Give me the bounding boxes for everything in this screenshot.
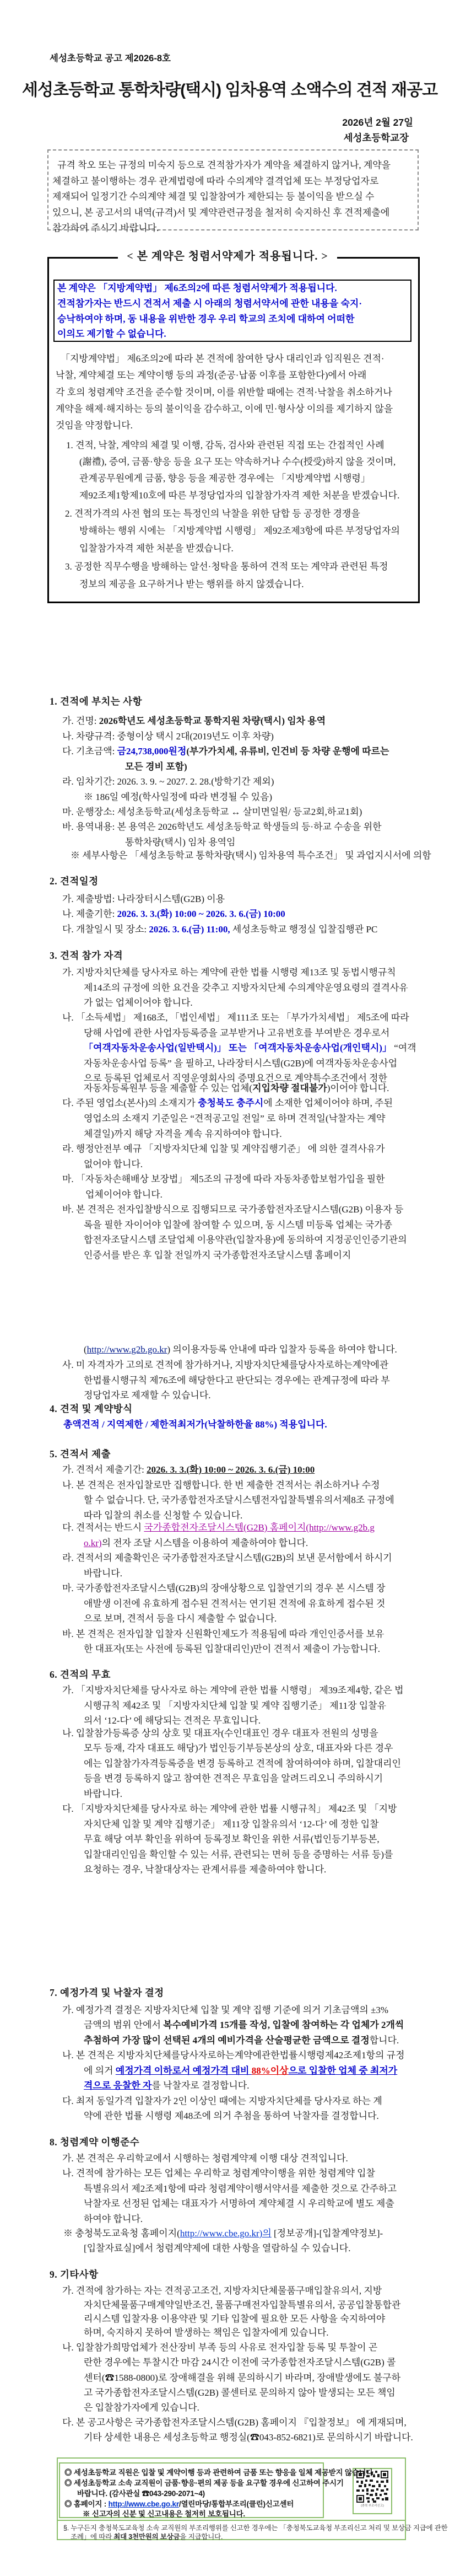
text-segment: 할 수 없습니다. 단, 국가종합전자조달시스템전자입찰특별유의서제8조 규정에 xyxy=(84,1495,394,1505)
text-segment: 자치단체물품구매계약일반조건, 물품구매전자입찰특별유의서, 공공입찰통합관 xyxy=(84,2300,401,2310)
text-segment: ) 의이용자등록 안내에 따라 입찰자 등록을 하여야 합니다. xyxy=(167,1344,397,1355)
doc-line xyxy=(62,2049,405,2061)
doc-line xyxy=(84,2242,350,2254)
doc-line xyxy=(84,1249,351,1261)
text-segment: 견적참가자는 반드시 견적서 제출 시 아래의 청렴서약서에 관한 내용을 숙지· xyxy=(57,298,362,309)
doc-line xyxy=(62,1012,409,1023)
doc-line xyxy=(84,2432,413,2443)
text-segment: ◎ 홈페이지 : xyxy=(64,2500,109,2508)
text-segment: 총액견적 / 지역제한 / 제한적최저가(낙찰하한율 88%) 적용입니다. xyxy=(63,1419,327,1430)
text-segment: 이의도 제기할 수 없습니다. xyxy=(57,329,166,339)
doc-line xyxy=(84,1715,261,1726)
text-segment: 입찰대리인임을 확인할 수 있는 서류, 관련되는 면허 등을 증명하는 서류 등)를 xyxy=(84,1849,393,1860)
doc-line xyxy=(84,1598,385,1609)
link[interactable]: 국가종합전자조달시스템(G2B) 홈페이지(http://www.g2b.g xyxy=(144,1522,375,1533)
text-segment: 의서 ‘12-다’ 에 해당되는 견적은 무효입니다. xyxy=(84,1715,261,1726)
doc-line xyxy=(84,1773,383,1784)
text-segment: 기타 상세한 내용은 세성초등학교 행정실(☎043-852-6821)로 문의하시기 바랍니다. xyxy=(84,2432,413,2443)
text-segment: 세성초등학교 행정실 입찰집행관 PC xyxy=(230,924,378,935)
doc-line xyxy=(62,1684,404,1696)
doc-line xyxy=(84,2035,399,2046)
text-segment: 다. 주된 영업소(본사)의 소재지가 xyxy=(62,1098,198,1108)
text-segment: 라. 임차기간: 2026. 3. 9. ~ 2027. 2. 28.(방학기간 제외) xyxy=(62,776,274,787)
text-segment: 으로 등록된 업체로서 직영운영회사의 증명요건으로 계약특수조건에서 정한 xyxy=(84,1073,388,1083)
doc-line xyxy=(50,2269,99,2281)
text-segment: 나. 차량규격: 중형이상 택시 2대(2019년도 이후 차량) xyxy=(62,731,274,742)
text-segment: 따라 입찰의 취소를 신청할 수 있습니다. xyxy=(84,1510,243,1521)
doc-line xyxy=(84,2110,379,2122)
doc-line xyxy=(65,508,360,519)
doc-line xyxy=(84,2357,396,2368)
doc-line xyxy=(84,1510,242,1521)
text-segment: 바. 본 견적은 전자입찰방식으로 집행되므로 국가종합전자조달시스템(G2B) 이용자 등 xyxy=(62,1204,404,1215)
doc-line xyxy=(65,561,388,572)
text-segment: 고 국가종합전자조달시스템(G2B) 콜센터로 문의하지 않아 발생되는 모든 책임 xyxy=(84,2387,396,2398)
doc-line xyxy=(84,1864,326,1875)
doc-line xyxy=(62,2004,388,2016)
link[interactable]: http://www.g2b.go.kr xyxy=(86,1344,167,1355)
doc-line xyxy=(84,1818,379,1830)
text-segment: 나. 「소득세법」 제168조, 「법인세법」 제111조 또는 「부가가치세법」 제5조에 따라 xyxy=(62,1012,409,1023)
text-segment: 인증서를 받은 후 입찰 전일까지 국가종합전자조달시스템 홈페이지 xyxy=(84,1250,351,1260)
text-segment: 합니다. xyxy=(369,2035,399,2046)
doc-line xyxy=(52,191,374,202)
text-segment: 에는 입찰참가자격등록증을 변경 등록하고 견적에 참여하여야 하며, 입찰대리인 xyxy=(84,1758,401,1769)
doc-line xyxy=(62,806,362,818)
doc-line xyxy=(84,1128,282,1140)
text-segment: 「지방계약법」 제6조의2에 따라 본 견적에 참여한 당사 대리인과 임직원은 견적· xyxy=(61,353,384,364)
text-segment: 최대 3천만원의 보상금 xyxy=(113,2533,180,2541)
doc-line xyxy=(84,2080,249,2091)
text-segment: (부가가치세, 유류비, 인건비 등 차량 운행에 따르는 xyxy=(186,746,389,756)
text-segment: 1. 견적에 부치는 사항 xyxy=(50,696,142,707)
doc-line xyxy=(56,403,393,415)
text-segment: 가. 건명: xyxy=(62,716,99,726)
doc-line xyxy=(62,1552,392,1564)
text-segment: 당해 사업에 관한 사업자등록증을 교부받거나 고유번호를 부여받은 경우로서 xyxy=(84,1028,390,1038)
text-segment: 가 없는 업체이어야 합니다. xyxy=(84,997,193,1008)
text-segment: 바랍니다. (감사관실 ☎043-290-2071~4) xyxy=(77,2489,205,2498)
text-segment: 제92조제1항제10호에 따른 부정당업자의 입찰참가자격 제한 처분을 받겠습니다. xyxy=(79,490,400,501)
text-segment: 바랍니다. xyxy=(84,1789,122,1799)
text-segment: 나. 견적에 참가하는 모든 업체는 우리학교 청렴계약이행을 위한 청렴계약 입찰 xyxy=(62,2168,376,2178)
text-segment: 무효 해당 여부 확인을 위하여 등록정보 확인을 위한 서류(법인등기부등본, xyxy=(84,1834,380,1844)
doc-line xyxy=(84,2198,394,2209)
text-segment: /열린마당/통합부조리(클린)신고센터 xyxy=(178,2500,294,2508)
text-segment: 라. 견적서의 제출확인은 국가종합전자조달시스템(G2B)의 보낸 문서함에서 하시기 xyxy=(62,1553,392,1563)
text-segment: 5. 견적서 제출 xyxy=(50,1448,111,1459)
text-segment: 마. 운행장소: 세성초등학교(세성초등학교 ↔ 살미면일원/ 등교2회,하교1회) xyxy=(62,807,362,817)
doc-line xyxy=(84,791,272,803)
doc-line xyxy=(62,924,377,935)
doc-line xyxy=(84,1700,386,1711)
doc-line xyxy=(84,2402,199,2413)
text-segment: 「여객자동차운송사업(일반택시)」 또는 「여객자동차운송사업(개인택시)」 xyxy=(84,1043,392,1053)
doc-line xyxy=(125,836,235,848)
doc-line xyxy=(62,1143,385,1155)
doc-line xyxy=(64,2500,294,2509)
text-segment: 가. 본 견적은 우리학교에서 시행하는 청렴계약제 이행 대상 견적입니다. xyxy=(62,2153,348,2164)
text-segment: 88%이상 xyxy=(251,2065,289,2076)
doc-line xyxy=(79,490,399,501)
doc-line xyxy=(84,1613,277,1624)
doc-line xyxy=(84,1537,308,1549)
doc-line xyxy=(62,715,326,727)
doc-line xyxy=(50,1403,133,1415)
text-segment: 다. 개찰일시 및 장소: xyxy=(62,924,149,935)
doc-line xyxy=(62,2342,377,2353)
doc-line xyxy=(79,525,400,536)
text-segment: 1. 견적, 낙찰, 계약의 체결 및 이행, 감독, 검사와 관련된 직접 또는 간접적인 사례 xyxy=(66,440,384,450)
doc-line xyxy=(62,1727,378,1739)
text-segment: 충청북도 충주시 xyxy=(198,1098,264,1108)
doc-line xyxy=(84,1113,385,1124)
text-segment: 방해하는 행위 시에는 「지방계약법 시행령」 제92조제3항에 따른 부정당업자의 xyxy=(79,525,400,536)
doc-line xyxy=(63,2228,383,2239)
text-segment: 은 입찰참가자에게 있습니다. xyxy=(84,2402,199,2413)
text-segment: 록을 필한 자이어야 입찰에 참여할 수 있으며, 동 시스템 미등록 업체는 국가종 xyxy=(84,1220,393,1230)
text-segment: 나. 입찰참가희망업체가 전산장비 부족 등의 사유로 전자입찰 등록 및 투찰이 곤 xyxy=(62,2342,378,2353)
doc-line xyxy=(84,1158,143,1170)
text-segment: 2. 견적가격의 사전 협의 또는 특정인의 낙찰을 위한 담합 등 공정한 경쟁을 xyxy=(65,508,360,519)
text-segment: 다. 최저 동일가격 입찰자가 2인 이상인 때에는 지방자치단체를 당사자로 하는 계 xyxy=(62,2096,382,2106)
text-segment: 가. 제출방법: 나라장터시스템(G2B) 이용 xyxy=(62,894,225,904)
text-segment: 란한 경우에는 투찰시간 마감 24시간 이전에 국가종합전자조달시스템(G2B) 콜 xyxy=(84,2357,396,2368)
doc-line xyxy=(84,1219,392,1231)
link[interactable]: http://www.cbe.go.kr)의 xyxy=(180,2228,272,2239)
doc-line xyxy=(62,1479,380,1491)
text-segment: 합전자조달시스템 조달업체 이용약관(입찰자용)에 동의하여 지정공인인증기관의 xyxy=(84,1235,407,1245)
text-segment: 나. 제출기한: xyxy=(62,909,117,919)
text-segment: 3. 견적 참가 자격 xyxy=(50,950,123,961)
text-segment: )이어야 합니다. xyxy=(327,1083,389,1093)
text-segment: 있으니, 본 공고서의 내역(규격)서 및 계약관련규정을 철저히 숙지하신 후 견적제출에 xyxy=(52,207,390,218)
text-segment: 가. 「지방자치단체를 당사자로 하는 계약에 관한 법률 시행령」 제39조제4항, 같은 법 xyxy=(62,1685,404,1695)
text-segment: 등을 변경 등록하지 않고 참여한 견적은 무효임을 알려드리오니 주의하시기 xyxy=(84,1773,383,1784)
text-segment: 바랍니다. xyxy=(84,1568,122,1579)
text-segment: 하며, 숙지하지 못하여 발생하는 책임은 입찰자에게 있습니다. xyxy=(84,2327,329,2338)
text-segment: 2. 견적일정 xyxy=(50,876,99,887)
text-segment: 사. 미 자격자가 고의로 견적에 참가하거나, 지방자치단체를당사자로하는계약에관 xyxy=(62,1360,389,1370)
text-segment: ( xyxy=(84,1344,87,1355)
text-segment: 의 전자 조달 시스템을 이용하여 제출하여야 합니다. xyxy=(101,1538,308,1548)
doc-line xyxy=(62,1582,386,1594)
text-segment: 애발생 이전에 유효하게 접수된 견적서는 연기된 견적에 유효하게 접수된 것 xyxy=(84,1598,386,1609)
text-segment: 것임을 약정합니다. xyxy=(56,420,133,431)
text-segment: 으로 입찰한 업체 중 최저가 xyxy=(288,2065,398,2076)
text-segment: 다. 견적서는 반드시 xyxy=(62,1522,144,1533)
doc-line xyxy=(62,731,274,742)
text-segment: 계약을 해제·해지하는 등의 불이익을 감수하고, 이에 민·형사상 이의를 제기하지 않을 xyxy=(56,404,393,414)
text-segment: “여객 xyxy=(391,1043,416,1053)
text-segment: 입찰참가자격 제한 처분을 받겠습니다. xyxy=(79,543,234,554)
doc-line xyxy=(71,850,431,861)
doc-line xyxy=(52,222,159,234)
doc-line xyxy=(50,1448,111,1461)
doc-line xyxy=(64,2468,375,2478)
text-segment: ※ 신고자의 신분 및 신고내용은 철저히 보호됩니다. xyxy=(83,2510,245,2518)
text-segment: 복수예비가격 15개를 작성, 입찰에 참여하는 각 업체가 2개씩 xyxy=(163,2020,404,2030)
text-segment: 4. 견적 및 계약방식 xyxy=(50,1403,133,1414)
text-segment: [입찰자료실]에서 청렴계약제에 대한 사항을 열람하실 수 있습니다. xyxy=(84,2243,351,2253)
text-segment: 자동차등록원부 등을 제출할 수 있는 업체( xyxy=(84,1083,253,1093)
doc-line xyxy=(84,1643,380,1655)
text-segment: 자동차운송사업 등록” 을 필하고, 나라장터시스템(G2B)에 여객자동차운송사업 xyxy=(84,1058,398,1069)
text-segment: 한 대표자(또는 사전에 등록된 입찰대리인)만이 견적서 제출이 가능합니다. xyxy=(84,1644,380,1654)
doc-line xyxy=(52,207,389,218)
doc-line xyxy=(62,1359,388,1371)
doc-line xyxy=(62,745,389,757)
doc-line xyxy=(84,2387,396,2398)
doc-line xyxy=(62,908,285,920)
text-segment: 낙찰, 계약체결 또는 계약이행 등의 과정(준공·납품 이후를 포함한다)에서 아래 xyxy=(56,370,367,380)
text-segment: 한법률시행규칙 제76조에 해당한다고 판단되는 경우에는 관계규정에 따라 부 xyxy=(84,1375,390,1386)
doc-line xyxy=(62,1628,384,1640)
doc-line xyxy=(79,543,234,554)
doc-line xyxy=(84,1234,407,1246)
text-segment: 모든 경비 포함) xyxy=(125,761,187,772)
doc-line xyxy=(62,1464,315,1475)
doc-line xyxy=(84,2019,404,2031)
doc-line xyxy=(84,1058,397,1069)
text-segment: 추첨하여 가장 많이 선택된 4개의 예비가격을 산술평균한 금액으로 결정 xyxy=(84,2035,370,2046)
doc-line xyxy=(56,420,133,431)
doc-line xyxy=(84,982,408,994)
doc-line xyxy=(84,1344,397,1355)
text-segment: 바. 본 견적은 전자입찰 입찰자 신원확인제도가 적용됨에 따라 개인인증서를 보유 xyxy=(62,1629,384,1639)
text-segment: 하여야 합니다. xyxy=(84,2214,143,2224)
text-segment: 리시스템 입찰자용 이용약관 및 기타 입찰에 필요한 모든 사항을 숙지하여야 xyxy=(84,2314,386,2324)
doc-line xyxy=(50,696,142,708)
announcement-date: 2026년 2월 27일 xyxy=(342,117,413,128)
text-segment: 를 낙찰자로 결정합니다. xyxy=(151,2080,250,2091)
text-segment: 으로 보며, 견적서 등을 다시 제출할 수 없습니다. xyxy=(84,1613,277,1624)
clean-report-divider xyxy=(58,2520,405,2521)
doc-line xyxy=(56,387,392,398)
text-segment: 정보의 제공을 요구하거나 받는 행위를 하지 않겠습니다. xyxy=(79,579,304,589)
doc-line xyxy=(62,1204,403,1215)
doc-line xyxy=(84,2299,400,2311)
text-segment: ※ 세부사항은 「세성초등학교 통학차량(택시) 임차용역 특수조건」 및 과업지시서에 의함 xyxy=(71,850,431,861)
doc-line xyxy=(77,2489,205,2499)
doc-line xyxy=(84,2372,400,2384)
text-segment: 마. 국가종합전자조달시스템(G2B)의 장애상황으로 입찰연기의 경우 본 시스템 장 xyxy=(62,1583,386,1593)
doc-line xyxy=(84,1849,393,1860)
text-segment: 3. 공정한 직무수행을 방해하는 알선·청탁을 통하여 견적 또는 계약과 관련된 특정 xyxy=(65,561,388,572)
doc-line xyxy=(84,1082,389,1094)
doc-line xyxy=(84,2213,143,2225)
text-segment: [정보공개]-[입찰계약정보]- xyxy=(271,2228,383,2239)
text-segment: 에 의거 xyxy=(84,2065,116,2076)
doc-line xyxy=(85,1189,162,1200)
text-segment: 가. 견적에 참가하는 자는 견적공고조건, 지방자치단체물품구매입찰유의서, 지방 xyxy=(62,2285,382,2296)
doc-line xyxy=(84,2183,397,2194)
doc-line xyxy=(84,1389,211,1401)
doc-line xyxy=(84,1758,401,1769)
text-segment: 제14조의 규정에 의한 요건을 갖추고 지방자치단체 수의계약운영요령의 결격사유 xyxy=(84,983,408,993)
doc-line xyxy=(83,2510,245,2519)
doc-line xyxy=(66,439,384,451)
doc-line xyxy=(125,761,187,772)
text-segment: 업체이어야 합니다. xyxy=(85,1189,162,1200)
text-segment: 가. 예정가격 결정은 지방자치단체 입찰 및 계약 집행 기준에 의거 기초금액의 ±3% xyxy=(62,2005,389,2015)
integrity-pledge-heading xyxy=(0,247,455,263)
text-segment: 본 계약은 「지방계약법」 제6조의2에 따른 청렴서약제가 적용됩니다. xyxy=(57,283,337,293)
text-segment: 바. 용역내용: 본 용역은 2026학년도 세성초등학교 학생들의 등·하교 수송을 위한 xyxy=(62,822,382,832)
link[interactable]: o.kr) xyxy=(84,1538,102,1548)
text-segment: 통학차량(택시) 임차 용역임 xyxy=(125,837,236,847)
text-segment: 나. 본 견적은 지방자치단체를당사자로하는계약에관한법률시행령제42조제1항의 규정 xyxy=(62,2050,405,2060)
text-segment: 센터(☎1588-0800)로 장애해결을 위해 문의하시기 바라며, 장애발생에도 불구하 xyxy=(84,2373,401,2383)
text-segment: 9. 기타사항 xyxy=(50,2269,99,2280)
text-segment: 체결일)까지 해당 자격을 계속 유지하여야 합니다. xyxy=(84,1129,282,1139)
doc-line xyxy=(79,578,304,590)
qr-caption: (충북 부조리신고) xyxy=(361,2504,384,2508)
doc-line xyxy=(62,1803,397,1815)
text-segment: 특별유의서 제2조제1항에 따라 청렴계약이행서약서를 제출한 것으로 간주하고 xyxy=(84,2183,397,2194)
doc-line xyxy=(50,1669,111,1681)
text-segment: 승낙하여야 하며, 동 내용을 위반한 경우 우리 학교의 조치에 대하여 어떠한 xyxy=(57,314,355,324)
text-segment: 금24,738,000원정 xyxy=(117,746,187,756)
doc-line xyxy=(62,776,274,787)
text-segment: 규격 착오 또는 규정의 미숙지 등으로 견적참가자가 계약을 체결하지 않거나, 계약을 xyxy=(57,160,391,170)
doc-line xyxy=(84,1042,416,1054)
text-segment: 모두 등재, 각자 대표도 해당)가 법인등기부등본상의 상호, 대표자와 다른 경우 xyxy=(84,1743,393,1753)
text-segment: 영업소의 소재지 기준일은 “견적공고일 전일” 로 하며 견적일(낙찰자는 계약 xyxy=(84,1113,386,1124)
text-segment: 에 소재한 업체이어야 하며, 주된 xyxy=(263,1098,393,1108)
doc-line xyxy=(84,1027,389,1039)
doc-line xyxy=(62,2167,375,2179)
doc-line xyxy=(50,950,123,962)
doc-line xyxy=(84,1375,390,1386)
text-segment: 다. 「지방자치단체를 당사자로 하는 계약에 관한 법률 시행규칙」 제42조 및 「지방 xyxy=(62,1804,397,1814)
text-segment: 낙찰자로 선정된 업체는 대표자가 서명하여 계약체결 시 우리학교에 별도 제출 xyxy=(84,2198,394,2209)
text-segment: 정당업자로 제재할 수 있습니다. xyxy=(84,1390,211,1400)
text-segment: 참가하여 주시기 바랍니다. xyxy=(52,223,159,233)
doc-line xyxy=(62,2417,407,2428)
text-segment: 시행규칙 제42조 및 「지방자치단체 입찰 및 계약 집행기준」 제11장 입찰유 xyxy=(84,1700,387,1711)
text-segment: 다. 기초금액: xyxy=(62,746,117,756)
text-segment: 격으로 응찰한 자 xyxy=(84,2080,152,2091)
doc-line xyxy=(84,2065,397,2076)
text-segment: 금액의 범위 안에서 xyxy=(84,2020,164,2030)
doc-line xyxy=(50,2137,139,2149)
text-segment: 2026학년도 세성초등학교 통학지원 차량(택시) 임차 용역 xyxy=(99,716,326,726)
text-segment: 약에 관한 법률 시행령 제48조에 의거 추첨을 통하여 낙찰자를 결정합니다. xyxy=(84,2111,379,2121)
text-segment: 마. 「자동차손해배상 보장법」 제5조의 규정에 따라 자동차종합보험가입을 필한 xyxy=(62,1174,385,1184)
doc-line xyxy=(63,2524,448,2533)
text-segment: 나. 입찰참가등록증 상의 상호 및 대표자(수인대표인 경우 대표자 전원의 성명을 xyxy=(62,1728,378,1738)
text-segment: 관계공무원에게 금품, 향응 등을 제공한 경우에는 「지방계약법 시행령」 xyxy=(79,473,370,484)
text-segment: 요청하는 경우, 낙찰대상자는 관계서류를 제출하여야 합니다. xyxy=(84,1864,327,1875)
page-title: 세성초등학교 통학차량(택시) 임차용역 소액수의 견적 재공고 xyxy=(22,81,438,99)
text-segment: 가. 지방자치단체를 당사자로 하는 계약에 관한 법률 시행령 제13조 및 동법시행규칙 xyxy=(62,967,396,978)
text-segment: ※ 충청북도교육청 홈페이지( xyxy=(63,2228,180,2239)
text-segment: 지입차량 절대불가 xyxy=(252,1083,327,1093)
text-segment: 2026. 3. 3.(화) 10:00 ~ 2026. 3. 6.(금) 10:00 xyxy=(117,909,285,919)
text-segment: 8. 청렴계약 이행준수 xyxy=(50,2137,140,2148)
doc-line xyxy=(62,2285,382,2296)
doc-line xyxy=(62,2153,348,2164)
text-segment: ※ 186일 예정(학사일정에 따라 변경될 수 있음) xyxy=(84,792,273,802)
integrity-notice-inner-box xyxy=(53,280,411,342)
text-segment: 각 호의 청렴계약 조건을 준수할 것이며, 이를 위반할 때에는 견적·낙찰을 취소하거나 xyxy=(56,387,392,398)
doc-line xyxy=(84,1568,122,1579)
notice-number: 세성초등학교 공고 제2026-8호 xyxy=(50,53,171,63)
text-segment: 2026. 3. 6.(금) 11:00, xyxy=(149,924,230,935)
doc-line xyxy=(84,1494,394,1506)
integrity-pledge-heading-text: < 본 계약은 청렴서약제가 적용됩니다. > xyxy=(118,250,337,262)
doc-line xyxy=(62,2095,382,2107)
doc-line xyxy=(62,893,225,905)
announcer-name: 세성초등학교장 xyxy=(343,132,409,143)
text-segment: 가. 견적서 제출기간: xyxy=(62,1464,147,1475)
doc-line xyxy=(62,967,396,978)
text-segment: ◎ 세성초등학교 직원은 입찰 및 계약이행 등과 관련하여 금품 또는 향응을 일체 제공받지 않습니다. xyxy=(64,2468,375,2477)
text-segment: 2026. 3. 3.(화) 10:00 ~ 2026. 3. 6.(금) 10:00 xyxy=(147,1464,315,1475)
doc-line xyxy=(62,1097,393,1109)
text-segment: 다. 본 공고사항은 국가종합전자조달시스템(G2B) 홈페이지 『입찰정보』 에 게재되며, xyxy=(62,2417,407,2428)
doc-line xyxy=(84,997,193,1008)
doc-line xyxy=(79,456,396,468)
doc-line xyxy=(50,876,99,888)
doc-line xyxy=(84,2313,385,2325)
doc-line xyxy=(84,1742,393,1754)
doc-line xyxy=(84,2327,329,2338)
text-segment: 라. 행정안전부 예규 「지방자치단체 입찰 및 계약집행기준」 에 의한 결격사유가 xyxy=(62,1144,385,1154)
text-segment: 체결하고 불이행하는 경우 관계법령에 따라 수의계약 결격업체 또는 부정당업자로 xyxy=(52,176,379,186)
doc-line xyxy=(61,353,384,364)
link[interactable]: http://www.cbe.go.kr xyxy=(108,2500,179,2508)
doc-line xyxy=(62,821,382,833)
doc-line xyxy=(64,2479,344,2488)
doc-line xyxy=(62,1173,385,1185)
text-segment: 없어야 합니다. xyxy=(84,1159,143,1169)
text-segment: (謝禮), 증여, 금품·향응 등을 요구 또는 약속하거나 수수(授受)하지 않을 것이며, xyxy=(79,457,396,467)
doc-line xyxy=(57,159,391,171)
doc-line xyxy=(79,473,370,484)
text-segment: 제재되어 일정기간 수의계약 체결 및 입찰참여가 제한되는 등 불이익을 받으실 수 xyxy=(52,191,375,202)
doc-line xyxy=(50,1987,164,1999)
doc-line xyxy=(71,2533,223,2542)
doc-line xyxy=(56,369,366,381)
text-segment: 자치단체 입찰 및 계약 집행기준」 제11장 입찰유의서 ‘12-다’ 에 정한 입찰 xyxy=(84,1819,379,1829)
text-segment: §. 누구든지 충청북도교육청 소속 교직원의 부조리행위를 신고한 경우에는 「충청북도교육청 부조리신고 처리 및 보상금 지급에 관한 xyxy=(63,2524,448,2532)
doc-line xyxy=(84,1788,122,1800)
text-segment: 조례」에 따라 xyxy=(71,2533,114,2541)
text-segment: 6. 견적의 무효 xyxy=(50,1669,111,1680)
text-segment: ◎ 세성초등학교 소속 교직원이 금품·향응·편의 제공 등을 요구할 경우에 신고하여 주시기 xyxy=(64,2479,344,2487)
doc-line xyxy=(52,175,378,187)
doc-line xyxy=(84,1833,380,1845)
text-segment: 을 지급합니다. xyxy=(180,2533,223,2541)
doc-line xyxy=(63,1419,327,1430)
text-segment: 나. 본 견적은 전자입찰로만 집행합니다. 한 번 제출한 견적서는 취소하거나 수정 xyxy=(62,1480,380,1490)
doc-line xyxy=(62,1522,375,1533)
text-segment: 7. 예정가격 및 낙찰자 결정 xyxy=(50,1987,164,1998)
text-segment: 예정가격 이하로서 예정가격 대비 xyxy=(115,2065,252,2076)
